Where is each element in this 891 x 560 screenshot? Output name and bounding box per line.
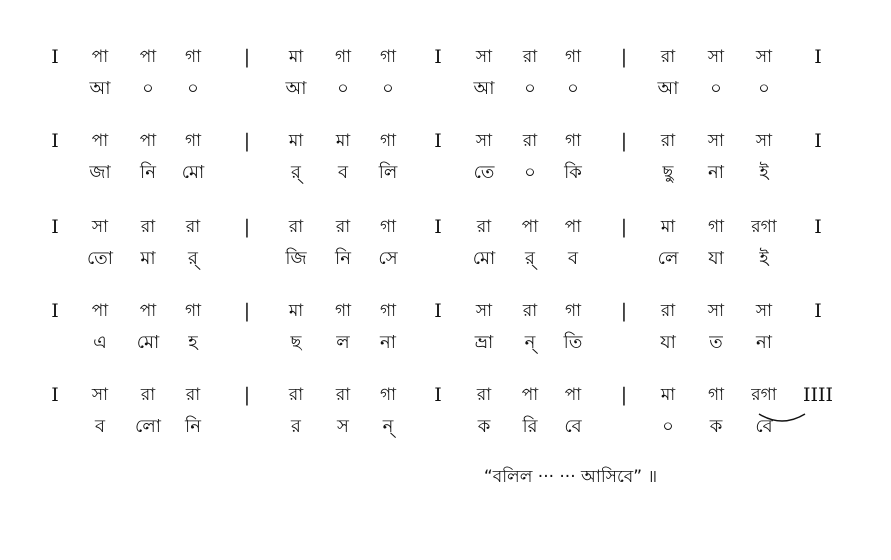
notation-line bbox=[0, 126, 891, 196]
swara-note: মা bbox=[288, 301, 304, 321]
lyric-syllable: ক bbox=[477, 416, 491, 437]
bar-line: IIII bbox=[802, 384, 834, 406]
swara-note: সা bbox=[475, 131, 493, 151]
lyric-row bbox=[0, 74, 891, 104]
bar-line: I bbox=[434, 130, 442, 152]
lyric-syllable: র্ bbox=[525, 248, 535, 269]
swara-note: পা bbox=[564, 217, 582, 237]
bar-line: I bbox=[51, 46, 59, 68]
lyric-syllable: ন্ bbox=[382, 416, 394, 437]
lyric-syllable: হ bbox=[188, 332, 198, 353]
swara-note: সা bbox=[755, 301, 773, 321]
bar-line: I bbox=[51, 384, 59, 406]
bar-line: I bbox=[814, 130, 822, 152]
swara-note: গা bbox=[184, 47, 202, 67]
lyric-syllable: লি bbox=[378, 162, 398, 183]
swara-note: গা bbox=[707, 217, 725, 237]
lyric-syllable: ই bbox=[759, 248, 769, 269]
swara-note: গা bbox=[334, 301, 352, 321]
bar-line: | bbox=[620, 130, 628, 152]
lyric-syllable: ক bbox=[709, 416, 723, 437]
bar-line: I bbox=[51, 300, 59, 322]
swara-note: সা bbox=[707, 131, 725, 151]
lyric-syllable: ছু bbox=[662, 162, 674, 183]
lyric-syllable: আ bbox=[657, 78, 679, 99]
swara-note: গা bbox=[379, 131, 397, 151]
lyric-syllable: স bbox=[337, 416, 349, 437]
lyric-syllable: ০ bbox=[662, 416, 674, 437]
lyric-syllable: ছ bbox=[290, 332, 302, 353]
swara-note: রা bbox=[522, 47, 538, 67]
swara-note: রা bbox=[476, 217, 492, 237]
lyric-syllable: লে bbox=[657, 248, 679, 269]
lyric-syllable: নি bbox=[140, 162, 156, 183]
bar-line: | bbox=[243, 384, 251, 406]
swara-note: গা bbox=[564, 47, 582, 67]
lyric-syllable: ল bbox=[336, 332, 350, 353]
lyric-syllable: আ bbox=[89, 78, 111, 99]
lyric-syllable: র্ bbox=[291, 162, 301, 183]
swara-row bbox=[0, 126, 891, 156]
swara-note: সা bbox=[755, 131, 773, 151]
lyric-syllable: জা bbox=[89, 162, 111, 183]
swara-note: গা bbox=[334, 47, 352, 67]
swara-row bbox=[0, 296, 891, 326]
swara-note: গা bbox=[379, 301, 397, 321]
lyric-syllable: ০ bbox=[187, 78, 199, 99]
lyric-syllable: তো bbox=[86, 248, 114, 269]
bar-line: I bbox=[434, 384, 442, 406]
swara-note: মা bbox=[288, 131, 304, 151]
swara-note: সা bbox=[91, 385, 109, 405]
lyric-syllable: এ bbox=[93, 332, 107, 353]
bar-line: I bbox=[814, 216, 822, 238]
tagline-row bbox=[0, 462, 891, 492]
swara-note: রগা bbox=[751, 217, 777, 237]
bar-line: I bbox=[434, 300, 442, 322]
swara-note: রা bbox=[660, 301, 676, 321]
swara-note: সা bbox=[91, 217, 109, 237]
lyric-row bbox=[0, 328, 891, 358]
swara-row bbox=[0, 212, 891, 242]
swara-note: রা bbox=[522, 131, 538, 151]
bar-line: I bbox=[51, 216, 59, 238]
swara-note: পা bbox=[521, 217, 539, 237]
bar-line: | bbox=[243, 216, 251, 238]
bar-line: | bbox=[620, 300, 628, 322]
lyric-syllable: না bbox=[708, 162, 724, 183]
bar-line: | bbox=[620, 384, 628, 406]
swara-note: পা bbox=[521, 385, 539, 405]
lyric-row bbox=[0, 158, 891, 188]
swara-note: রা bbox=[185, 217, 201, 237]
bar-line: | bbox=[243, 130, 251, 152]
swara-note: মা bbox=[288, 47, 304, 67]
swara-note: পা bbox=[91, 301, 109, 321]
swara-note: গা bbox=[184, 301, 202, 321]
lyric-row bbox=[0, 244, 891, 274]
lyric-syllable: মো bbox=[136, 332, 160, 353]
lyric-syllable: রি bbox=[522, 416, 538, 437]
lyric-syllable: কি bbox=[564, 162, 582, 183]
lyric-syllable: তে bbox=[473, 162, 495, 183]
swara-row bbox=[0, 42, 891, 72]
swara-note: পা bbox=[139, 131, 157, 151]
swara-note: রা bbox=[140, 217, 156, 237]
swara-note: পা bbox=[139, 47, 157, 67]
swara-note: রা bbox=[335, 385, 351, 405]
lyric-syllable: ই bbox=[759, 162, 769, 183]
swara-note: রা bbox=[335, 217, 351, 237]
swara-note: গা bbox=[184, 131, 202, 151]
swara-note: রা bbox=[288, 217, 304, 237]
bar-line: | bbox=[620, 46, 628, 68]
lyric-syllable: ০ bbox=[524, 162, 536, 183]
lyric-syllable: সে bbox=[378, 248, 398, 269]
swara-note: সা bbox=[475, 301, 493, 321]
lyric-syllable: ব bbox=[567, 248, 579, 269]
lyric-syllable: মা bbox=[140, 248, 156, 269]
swara-note: পা bbox=[91, 131, 109, 151]
lyric-syllable: ০ bbox=[758, 78, 770, 99]
bar-line: | bbox=[620, 216, 628, 238]
lyric-syllable: লো bbox=[135, 416, 161, 437]
swara-note: সা bbox=[755, 47, 773, 67]
bar-line: | bbox=[243, 300, 251, 322]
lyric-syllable: বে bbox=[564, 416, 582, 437]
swara-note: রগা bbox=[751, 385, 777, 405]
swara-row bbox=[0, 380, 891, 410]
swara-note: মা bbox=[335, 131, 351, 151]
lyric-syllable: মো bbox=[181, 162, 205, 183]
lyric-syllable: নি bbox=[185, 416, 201, 437]
bar-line: I bbox=[51, 130, 59, 152]
swara-note: রা bbox=[288, 385, 304, 405]
notation-line bbox=[0, 42, 891, 112]
swara-note: গা bbox=[379, 217, 397, 237]
lyric-syllable: মো bbox=[472, 248, 496, 269]
lyric-syllable: ০ bbox=[337, 78, 349, 99]
lyric-syllable: ০ bbox=[142, 78, 154, 99]
swara-note: গা bbox=[564, 301, 582, 321]
swara-note: রা bbox=[660, 47, 676, 67]
lyric-syllable: যা bbox=[660, 332, 676, 353]
lyric-syllable: আ bbox=[285, 78, 307, 99]
swara-note: পা bbox=[139, 301, 157, 321]
swara-note: পা bbox=[564, 385, 582, 405]
bar-line: I bbox=[434, 216, 442, 238]
lyric-syllable: ব bbox=[337, 162, 349, 183]
swara-note: রা bbox=[185, 385, 201, 405]
lyric-syllable: তি bbox=[563, 332, 583, 353]
swara-note: মা bbox=[660, 385, 676, 405]
lyric-syllable: আ bbox=[473, 78, 495, 99]
swara-note: গা bbox=[379, 47, 397, 67]
bar-line: I bbox=[814, 46, 822, 68]
swara-note: রা bbox=[140, 385, 156, 405]
swara-note: সা bbox=[707, 47, 725, 67]
lyric-syllable: বে bbox=[755, 416, 773, 437]
lyric-syllable: ০ bbox=[567, 78, 579, 99]
bar-line: I bbox=[434, 46, 442, 68]
swara-note: পা bbox=[91, 47, 109, 67]
lyric-syllable: র bbox=[291, 416, 301, 437]
swara-note: সা bbox=[475, 47, 493, 67]
lyric-syllable: না bbox=[380, 332, 396, 353]
lyric-syllable: যা bbox=[708, 248, 724, 269]
lyric-syllable: ০ bbox=[382, 78, 394, 99]
bar-line: | bbox=[243, 46, 251, 68]
swara-note: সা bbox=[707, 301, 725, 321]
lyric-syllable: না bbox=[756, 332, 772, 353]
lyric-syllable: ভ্রা bbox=[474, 332, 494, 353]
lyric-syllable: র্ bbox=[188, 248, 198, 269]
lyric-syllable: ব bbox=[94, 416, 106, 437]
swara-note: গা bbox=[564, 131, 582, 151]
swara-note: গা bbox=[707, 385, 725, 405]
swara-note: রা bbox=[476, 385, 492, 405]
lyric-syllable: ন্ bbox=[524, 332, 536, 353]
notation-line bbox=[0, 296, 891, 366]
lyric-syllable: ০ bbox=[524, 78, 536, 99]
lyric-syllable: নি bbox=[335, 248, 351, 269]
swara-note: রা bbox=[660, 131, 676, 151]
notation-line bbox=[0, 212, 891, 282]
swara-note: মা bbox=[660, 217, 676, 237]
slur-mark bbox=[757, 410, 807, 430]
lyric-syllable: ত bbox=[709, 332, 723, 353]
lyric-syllable: জি bbox=[285, 248, 307, 269]
lyric-syllable: ০ bbox=[710, 78, 722, 99]
swara-note: গা bbox=[379, 385, 397, 405]
swara-note: রা bbox=[522, 301, 538, 321]
tagline-text: “বলিল ··· ··· আসিবে” ॥ bbox=[483, 467, 658, 487]
bar-line: I bbox=[814, 300, 822, 322]
